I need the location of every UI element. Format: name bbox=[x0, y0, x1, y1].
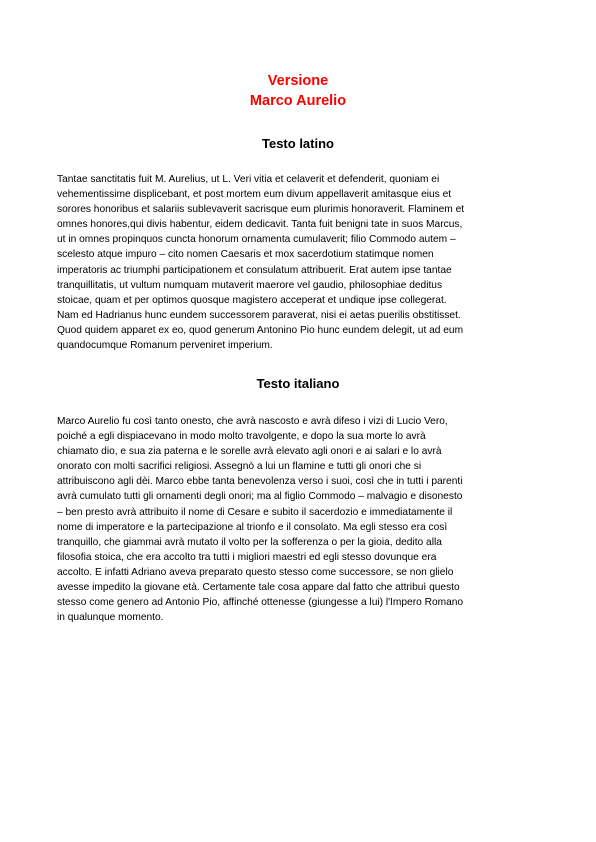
italian-line: stesso come genero ad Antonio Pio, affinché ottenesse (giungesse a lui) l'Impero Romano bbox=[57, 597, 464, 609]
latin-text-heading: Testo latino bbox=[262, 136, 334, 151]
italian-text-paragraph bbox=[57, 414, 541, 625]
italian-line: chiamato dio, e sua zia paterna e le sorelle avrà elevato agli onori e ai salari e lo avrà bbox=[57, 446, 442, 458]
latin-line: quandocumque Romanum perveniret imperium. bbox=[57, 340, 273, 352]
latin-line: Quod quidem apparet ex eo, quod generum Antonino Pio hunc eundem delegit, ut ad eum bbox=[57, 324, 464, 336]
italian-line: poiché a egli dispiacevano in modo molto travolgente, e dopo la sua morte lo avrà bbox=[57, 431, 426, 443]
latin-line: tranquillitatis, ut vultum numquam mutaverit maerore vel gaudio, philosophiae deditus bbox=[57, 279, 443, 291]
italian-line: – ben presto avrà attribuito il nome di Cesare e subito il sacerdozio e immediatamente il bbox=[57, 506, 453, 518]
italian-text-heading: Testo italiano bbox=[256, 376, 340, 391]
latin-line: ut in omnes propinquos cuncta honorum ornamenta cumulaverit; filio Commodo autem – bbox=[57, 234, 456, 246]
latin-line: Tantae sanctitatis fuit M. Aurelius, ut L. Veri vitia et celaverit et defenderit, quoniam ei bbox=[57, 174, 440, 185]
italian-line: tranquillo, che giammai avrà mutato il volto per la sofferenza o per la gioia, dedito alla bbox=[57, 536, 442, 548]
latin-line: Nam ed Hadrianus hunc eundem successorem paraverat, nisi ei aetas puerilis obstitisset. bbox=[57, 309, 461, 321]
italian-line: nome di imperatore e la partecipazione al trionfo e il consolato. Ma egli stesso era così bbox=[57, 521, 448, 533]
latin-line: omnes honores,qui divis habentur, eidem dedicavit. Tanta fuit benigni tate in suos Marcus, bbox=[57, 219, 463, 231]
italian-line: avesse impedito la giovane età. Certamente tale cosa appare dal fatto che attribuì questo bbox=[57, 582, 460, 594]
italian-line: Marco Aurelio fu così tanto onesto, che avrà nascosto e avrà difeso i vizi di Lucio Vero, bbox=[57, 416, 448, 427]
latin-line: imperatoris ac triumphi participationem et consulatum attribuerit. Erat autem ipse tantae bbox=[57, 264, 452, 276]
italian-line: filosofia stoica, che era accolto tra tutti i migliori maestri ed egli stesso dovunque era bbox=[57, 551, 437, 563]
latin-text-paragraph bbox=[57, 172, 541, 353]
document-title bbox=[0, 71, 596, 111]
latin-line: stoicae, quam et per optimos quosque magistero acceperat et undique ipse collegerat. bbox=[57, 294, 447, 306]
title-line-2: Marco Aurelio bbox=[249, 93, 347, 109]
italian-line: onorato con molti sacrifici religiosi. Assegnò a lui un flamine e tutti gli onori che si bbox=[57, 461, 422, 473]
italian-line: accolto. E infatti Adriano aveva preparato questo stesso come successore, se non glielo bbox=[57, 566, 454, 578]
italian-line: attribuiscono agli dèi. Marco ebbe tanta benevolenza verso i suoi, così che in tutti i parenti bbox=[57, 476, 463, 488]
italian-line: avrà cumulato tutti gli ornamenti degli onori; ma al figlio Commodo – malvagio e disonesto bbox=[57, 491, 463, 503]
title-line-1: Versione bbox=[267, 73, 329, 89]
latin-line: sorores honoribus et salariis sublevaverit sacrisque eum plurimis honoraverit. Flaminem et bbox=[57, 204, 465, 216]
latin-line: vehementissime displicebant, et post mortem eum divum appellaverit amitasque eius et bbox=[57, 189, 452, 201]
latin-line: scelesto atque impuro – cito nomen Caesaris et mox sacerdotium statimque nomen bbox=[57, 249, 434, 261]
italian-line: in qualunque momento. bbox=[57, 612, 164, 624]
